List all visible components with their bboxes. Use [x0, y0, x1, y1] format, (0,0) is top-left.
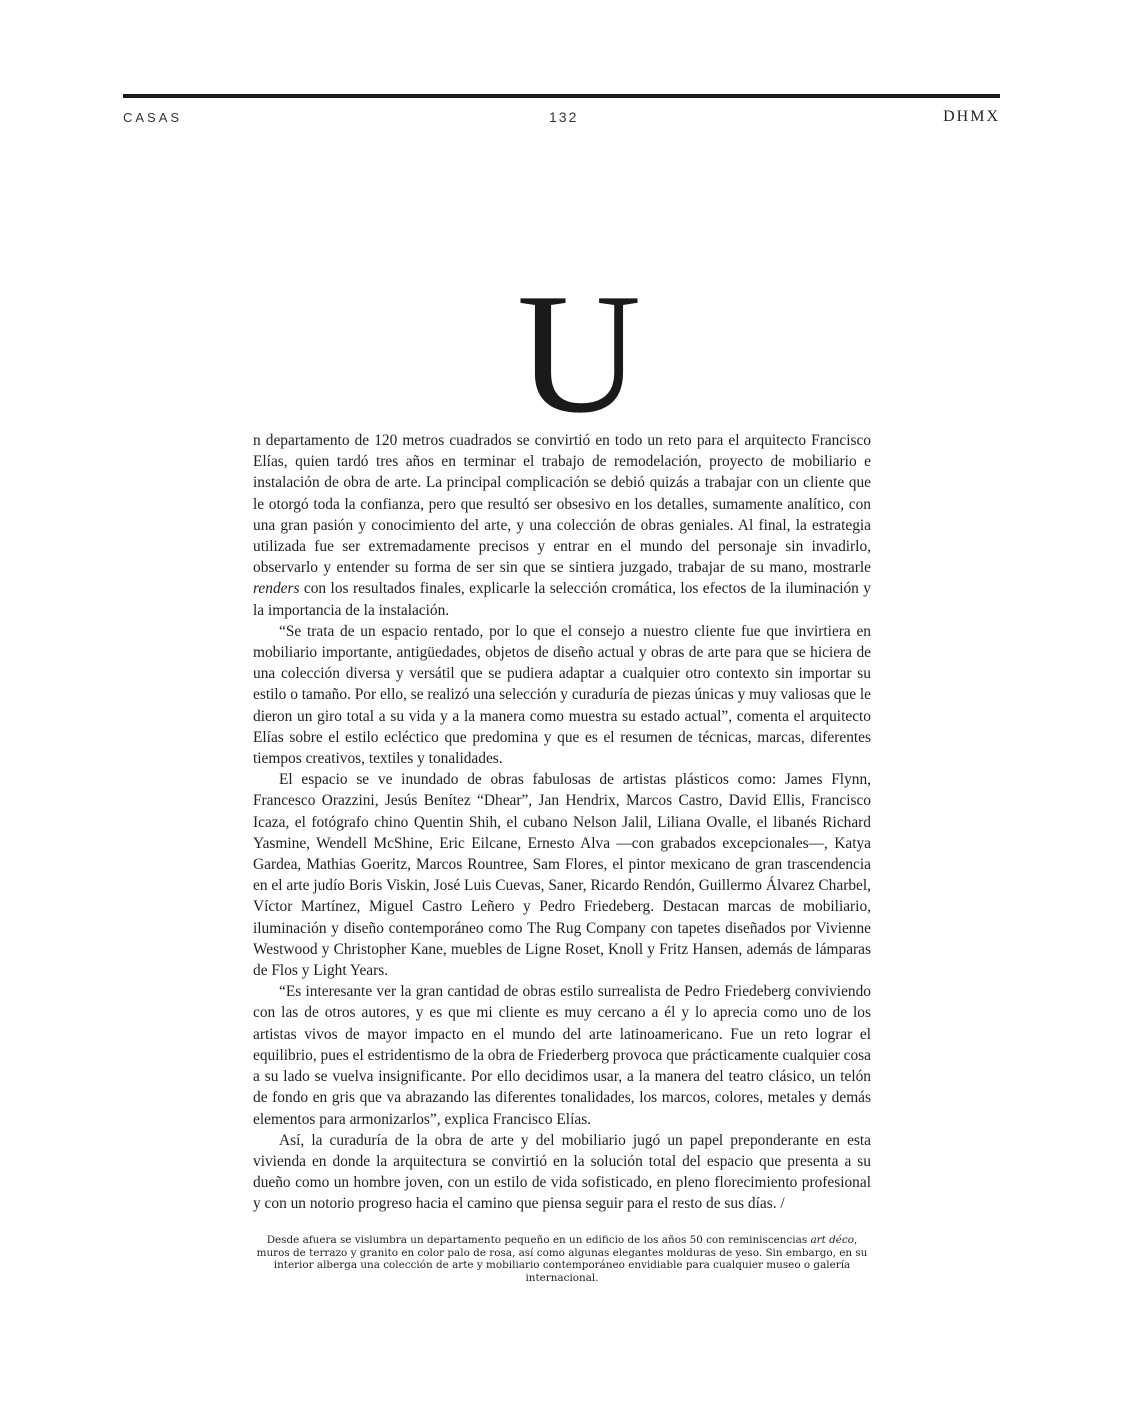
paragraph-3: El espacio se ve inundado de obras fabulosas de artistas plásticos como: James Flynn, Francesco Orazzini, Jesús Benítez “Dhear”, Jan Hendrix, Marcos Castro, David Ellis, Francisco Icaza, el fotógrafo chino Quentin Shih, el cubano Nelson Jalil, Liliana Ovalle, el libanés Richard Yasmine, Wendell McShine, Eric Eilcane, Ernesto Alva —con grabados excepcionales—, Katya Gardea, Mathias Goeritz, Marcos Rountree, Sam Flores, el pintor mexicano de gran trascendencia en el arte judío Boris Viskin, José Luis Cuevas, Saner, Ricardo Rendón, Guillermo Álvarez Charbel, Víctor Martínez, Miguel Castro Leñero y Pedro Friedeberg. Destacan marcas de mobiliario, iluminación y diseño contemporáneo como The Rug Company con tapetes diseñados por Vivienne Westwood y Christopher Kane, muebles de Ligne Roset, Knoll y Fritz Hansen, además de lámparas de Flos y Light Years.: [253, 771, 871, 980]
header-rule: [123, 94, 1000, 98]
article-body: [253, 430, 871, 1215]
caption-text-a: Desde afuera se vislumbra un departamento pequeño en un edificio de los años 50 con reminiscencias: [266, 1234, 811, 1246]
paragraph-2: “Se trata de un espacio rentado, por lo que el consejo a nuestro cliente fue que invirtiera en mobiliario importante, antigüedades, objetos de diseño actual y obras de arte para que se hiciera de una colección diversa y versátil que se pudiera adaptar a cualquier otro contexto sin importar su estilo o tamaño. Por ello, se realizó una selección y curaduría de piezas únicas y muy valiosas que le dieron un giro total a su vida y a la manera como muestra su estado actual”, comenta el arquitecto Elías sobre el estilo ecléctico que predomina y que es el resumen de técnicas, marcas, diferentes tiempos creativos, textiles y tonalidades.: [253, 622, 871, 768]
magazine-brand: DHMX: [943, 108, 1000, 125]
page-header: [123, 108, 1000, 130]
photo-caption: [253, 1234, 871, 1284]
paragraph-1-text-a: n departamento de 120 metros cuadrados se convirtió en todo un reto para el arquitecto Francisco Elías, quien tardó tres años en terminar el trabajo de remodelación, proyecto de mobiliario e instalación de obra de arte. La principal complicación se debió quizás a trabajar con un cliente que le otorgó toda la confianza, pero que resultó ser obsesivo en los detalles, sumamente analítico, con una gran pasión y conocimiento del arte, y una colección de obras geniales. Al final, la estrategia utilizada fue ser extremadamente precisos y entrar en el mundo del personaje sin invadirlo, observarlo y entender su forma de ser sin que se sintiera juzgado, trabajar de su mano, mostrarle: [253, 432, 871, 577]
paragraph-1-text-b: con los resultados finales, explicarle la selección cromática, los efectos de la iluminación y la importancia de la instalación.: [253, 580, 871, 619]
caption-italic: art déco: [810, 1234, 854, 1246]
paragraph-1: [253, 430, 871, 621]
paragraph-4: “Es interesante ver la gran cantidad de obras estilo surrealista de Pedro Friedeberg conviviendo con las de otros autores, y es que mi cliente es muy cercano a él y lo aprecia como uno de los artistas vivos de mayor impacto en el mundo del arte latinoamericano. Fue un reto lograr el equilibrio, pues el estridentismo de la obra de Friederberg provoca que prácticamente cualquier cosa a su lado se vuelva insignificante. Por ello decidimos usar, a la manera del teatro clásico, un telón de fondo en gris que va abrazando las diferentes tonalidades, los marcos, colores, metales y demás elementos para armonizarlos”, explica Francisco Elías.: [253, 983, 871, 1128]
caption-text-b: , muros de terrazo y granito en color palo de rosa, así como algunas elegantes molduras de yeso. Sin embargo, en su interior alberga una colección de arte y mobiliario contemporáneo envidiable para cualquier museo o galería internacional.: [256, 1234, 868, 1284]
paragraph-5: Así, la curaduría de la obra de arte y del mobiliario jugó un papel preponderante en esta vivienda en donde la arquitectura se convirtió en la solución total del espacio que presenta a su dueño como un hombre joven, con un estilo de vida sofisticado, en pleno florecimiento profesional y con un notorio progreso hacia el camino que piensa seguir para el resto de sus días. /: [253, 1131, 871, 1213]
paragraph-1-italic: renders: [253, 580, 300, 598]
drop-cap: U: [516, 259, 642, 449]
section-label: CASAS: [123, 110, 183, 125]
page-number: 132: [549, 109, 579, 125]
